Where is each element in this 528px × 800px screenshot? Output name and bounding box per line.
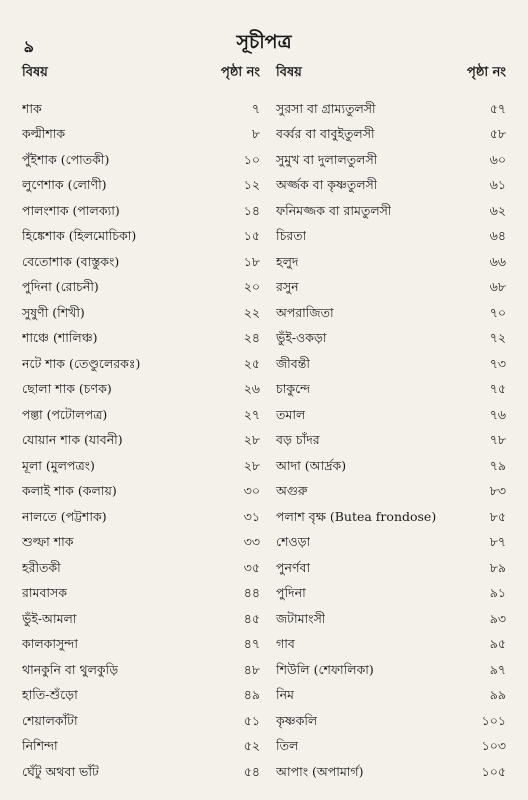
- entry-title: যোয়ান শাক (যাবনী): [22, 432, 123, 448]
- entry-title: কালকাসুন্দা: [22, 636, 78, 652]
- entry-page: ১০৩: [481, 738, 506, 754]
- entry-title: হিঙ্কেশাক (হিলমোচিকা): [22, 228, 137, 244]
- entry-page: ৯৭: [489, 661, 506, 677]
- entry-page: ৩৩: [243, 534, 260, 550]
- entry-page: ৬০: [489, 151, 506, 167]
- toc-entry: [276, 736, 506, 762]
- entry-title: পলাশ বৃক্ষ (Butea frondose): [276, 508, 437, 524]
- entry-page: ৯৯: [489, 687, 506, 703]
- entry-title: সুমুখ বা দুলালতুলসী: [276, 151, 378, 167]
- entry-title: তমাল: [276, 406, 306, 422]
- toc-entry: [22, 98, 260, 124]
- entry-title: শুল্ফা শাক: [22, 534, 74, 550]
- entry-title: পুদিনা (রোচনী): [22, 279, 99, 295]
- toc-entry: [22, 328, 260, 354]
- toc-entry: [276, 251, 506, 277]
- page-number: ঌ: [24, 37, 34, 56]
- entry-page: ৫৭: [489, 100, 506, 116]
- entry-title: বেতোশাক (বাস্তুকং): [22, 253, 120, 269]
- toc-entry: [276, 124, 506, 150]
- toc-entry: [276, 583, 506, 609]
- toc-entry: [22, 353, 260, 379]
- toc-entry: [276, 659, 506, 685]
- toc-entry: [22, 302, 260, 328]
- entry-page: ৬৪: [489, 228, 506, 244]
- entry-page: ৬১: [489, 177, 506, 193]
- toc-entry: [276, 608, 506, 634]
- toc-entry: [276, 353, 506, 379]
- entry-page: ২৭: [243, 406, 260, 422]
- entry-title: পালংশাক (পালক্যা): [22, 202, 120, 218]
- entry-page: ৭৫: [489, 381, 506, 397]
- entry-page: ২৬: [243, 381, 260, 397]
- entry-page: ৭: [251, 100, 260, 116]
- entry-title: গাব: [276, 636, 295, 652]
- page-header: পৃষ্ঠা নং: [221, 65, 260, 80]
- entry-title: সুষুণী (শিখী): [22, 304, 85, 320]
- entry-title: নিম: [276, 687, 294, 703]
- toc-entry: [276, 710, 506, 736]
- entry-title: কৃষ্ণকলি: [276, 712, 318, 728]
- entry-title: নটে শাক (তেণ্ডুলেরকঃ): [22, 355, 141, 371]
- toc-entry: [276, 404, 506, 430]
- toc-entry: [276, 277, 506, 303]
- entry-title: অপরাজিতা: [276, 304, 334, 320]
- toc-entry: [276, 302, 506, 328]
- subject-header: বিষয়: [22, 65, 48, 80]
- entry-page: ৫২: [243, 738, 260, 754]
- toc-entry: [276, 149, 506, 175]
- entry-page: ৭৬: [489, 406, 506, 422]
- toc-entry: [276, 98, 506, 124]
- entry-page: ৭৩: [489, 355, 506, 371]
- entry-title: ফনিমজ্জক বা রামতুলসী: [276, 202, 392, 218]
- entry-title: চাকুন্দে: [276, 381, 311, 397]
- entry-page: ৬২: [489, 202, 506, 218]
- entry-page: ১৮: [243, 253, 260, 269]
- entry-title: ভুঁই-আমলা: [22, 610, 77, 626]
- entry-title: অগুরু: [276, 483, 308, 499]
- toc-entry: [22, 659, 260, 685]
- entry-page: ৭২: [489, 330, 506, 346]
- entry-page: ২২: [243, 304, 260, 320]
- entry-page: ২৮: [243, 432, 260, 448]
- entry-page: ৫৮: [489, 126, 506, 142]
- entry-title: পুঁইশাক (পোতকী): [22, 151, 110, 167]
- page-title: সূচীপত্র: [236, 31, 292, 53]
- column-header: [22, 62, 260, 84]
- entry-page: ৭৮: [489, 432, 506, 448]
- entry-title: শাক: [22, 100, 42, 116]
- entry-page: ৫১: [243, 712, 260, 728]
- entry-title: রামবাসক: [22, 585, 68, 601]
- toc-entry: [22, 379, 260, 405]
- entry-title: মূলা (মুলপত্রং): [22, 457, 95, 473]
- toc-entry: [22, 761, 260, 787]
- entry-title: রসুন: [276, 279, 299, 295]
- toc-entry: [276, 200, 506, 226]
- entry-page: ৭৯: [489, 457, 506, 473]
- toc-entry: [22, 430, 260, 456]
- toc-entry: [22, 481, 260, 507]
- toc-entry: [276, 328, 506, 354]
- entry-title: শেওড়া: [276, 534, 311, 550]
- entry-title: পুদিনা: [276, 585, 306, 601]
- entry-page: ৮৩: [489, 483, 506, 499]
- entry-page: ৮৯: [489, 559, 506, 575]
- entry-title: জীবন্তী: [276, 355, 310, 371]
- toc-entry: [22, 736, 260, 762]
- toc-entry: [276, 481, 506, 507]
- entry-page: ৮: [251, 126, 260, 142]
- toc-column-left: [22, 62, 260, 787]
- entry-title: সুরসা বা গ্রাম্যতুলসী: [276, 100, 376, 116]
- entry-title: নিশিন্দা: [22, 738, 58, 754]
- entry-title: বর্ব্বর বা বাবুইতুলসী: [276, 126, 375, 142]
- column-header: [276, 62, 506, 84]
- entry-title: হরীতকী: [22, 559, 61, 575]
- toc-entry: [276, 175, 506, 201]
- toc-list-right: [276, 98, 506, 787]
- toc-entry: [276, 532, 506, 558]
- entry-title: চিরতা: [276, 228, 307, 244]
- toc-entry: [22, 608, 260, 634]
- entry-page: ৬৮: [489, 279, 506, 295]
- entry-page: ৪৮: [243, 661, 260, 677]
- entry-page: ৬৬: [489, 253, 506, 269]
- entry-title: নালতে (পট্টশাক): [22, 508, 107, 524]
- entry-title: লুণেশাক (লোণী): [22, 177, 107, 193]
- entry-page: ৮৫: [489, 508, 506, 524]
- entry-title: ছোলা শাক (চণক): [22, 381, 112, 397]
- entry-page: ১০৫: [481, 763, 506, 779]
- entry-title: শাঞ্চে (শালিঞ্চ): [22, 330, 98, 346]
- entry-title: হাতি-শুঁড়ো: [22, 687, 78, 703]
- entry-page: ৭০: [489, 304, 506, 320]
- entry-title: বড় চাঁদর: [276, 432, 320, 448]
- toc-entry: [22, 685, 260, 711]
- toc-entry: [22, 124, 260, 150]
- page-header: পৃষ্ঠা নং: [467, 65, 506, 80]
- entry-title: তিল: [276, 738, 299, 754]
- entry-title: আদা (আর্দ্রক): [276, 457, 347, 473]
- entry-page: ১৫: [243, 228, 260, 244]
- subject-header: বিষয়: [276, 65, 302, 80]
- entry-page: ৯৫: [489, 636, 506, 652]
- entry-page: ২০: [243, 279, 260, 295]
- entry-page: ৪৭: [243, 636, 260, 652]
- entry-page: ১০১: [481, 712, 506, 728]
- toc-entry: [22, 532, 260, 558]
- toc-entry: [22, 175, 260, 201]
- entry-title: শেয়ালকাঁটা: [22, 712, 78, 728]
- toc-entry: [22, 455, 260, 481]
- entry-page: ৫৪: [243, 763, 260, 779]
- entry-title: কল্মীশাক: [22, 126, 66, 142]
- entry-title: শিউলি (শেফালিকা): [276, 661, 374, 677]
- entry-page: ৮৭: [489, 534, 506, 550]
- entry-page: ৩১: [243, 508, 260, 524]
- toc-entry: [276, 430, 506, 456]
- toc-entry: [276, 761, 506, 787]
- entry-page: ১৪: [243, 202, 260, 218]
- toc-entry: [22, 226, 260, 252]
- entry-page: ১২: [243, 177, 260, 193]
- entry-title: হলুদ: [276, 253, 299, 269]
- entry-title: থানকুনি বা থুলকুড়ি: [22, 661, 119, 677]
- toc-entry: [276, 685, 506, 711]
- toc-entry: [276, 226, 506, 252]
- entry-title: ঘেঁটু অথবা ভাঁট: [22, 763, 99, 779]
- toc-entry: [276, 379, 506, 405]
- toc-entry: [276, 455, 506, 481]
- toc-list-left: [22, 98, 260, 787]
- entry-title: ভুঁই-ওকড়া: [276, 330, 327, 346]
- entry-page: ৯১: [489, 585, 506, 601]
- toc-entry: [22, 200, 260, 226]
- toc-entry: [22, 251, 260, 277]
- toc-entry: [22, 634, 260, 660]
- entry-title: জটামাংসী: [276, 610, 326, 626]
- entry-page: ৩০: [243, 483, 260, 499]
- entry-page: ২৮: [243, 457, 260, 473]
- entry-title: কলাই শাক (কলায়): [22, 483, 117, 499]
- entry-page: ২৫: [243, 355, 260, 371]
- toc-entry: [276, 557, 506, 583]
- entry-page: ৩৫: [243, 559, 260, 575]
- toc-entry: [22, 277, 260, 303]
- toc-column-right: [276, 62, 506, 787]
- entry-page: ৪৯: [243, 687, 260, 703]
- entry-page: ২৪: [243, 330, 260, 346]
- toc-entry: [276, 506, 506, 532]
- toc-entry: [276, 634, 506, 660]
- entry-page: ৪৫: [243, 610, 260, 626]
- entry-title: পুনর্ণবা: [276, 559, 311, 575]
- entry-title: অর্জ্জক বা কৃষ্ণতুলসী: [276, 177, 378, 193]
- entry-page: ৪৪: [243, 585, 260, 601]
- toc-entry: [22, 506, 260, 532]
- toc-entry: [22, 710, 260, 736]
- toc-entry: [22, 557, 260, 583]
- toc-entry: [22, 149, 260, 175]
- entry-title: আপাং (অপামার্গ): [276, 763, 364, 779]
- entry-page: ৯৩: [489, 610, 506, 626]
- toc-entry: [22, 583, 260, 609]
- entry-page: ১০: [243, 151, 260, 167]
- entry-title: পল্তা (পটোলপত্র): [22, 406, 108, 422]
- toc-entry: [22, 404, 260, 430]
